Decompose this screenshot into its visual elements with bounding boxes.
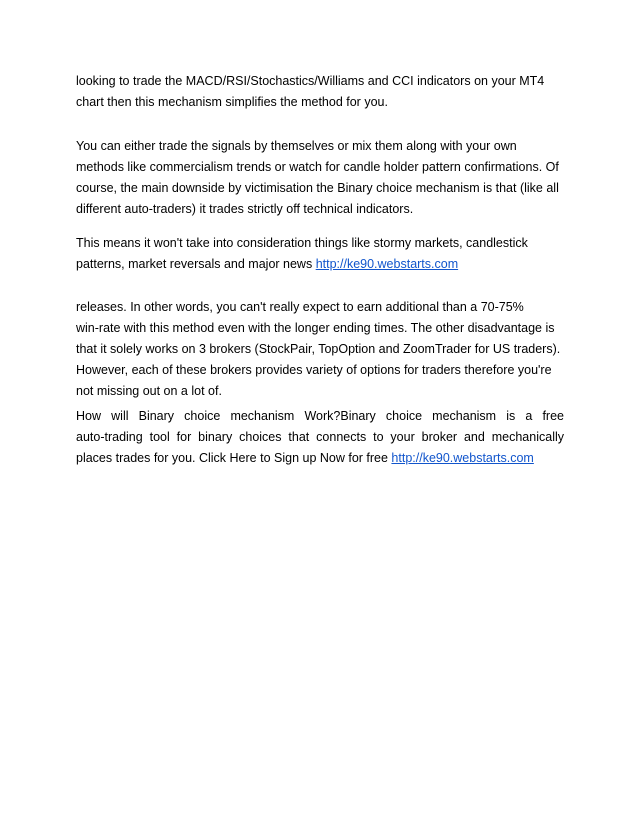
paragraph-signals (76, 136, 564, 220)
paragraph-how-it-works (76, 406, 564, 469)
paragraph-limitations (76, 233, 564, 275)
text-segment: patterns, market reversals and major news (76, 257, 316, 271)
text-line: not missing out on a lot of. (76, 384, 222, 398)
text-line: You can either trade the signals by themselves or mix them along with your own (76, 139, 517, 153)
webstarts-link[interactable]: http://ke90.webstarts.com (391, 451, 534, 465)
text-line: This means it won't take into consideration things like stormy markets, candlestick (76, 236, 528, 250)
text-line: releases. In other words, you can't really expect to earn additional than a 70-75% (76, 300, 524, 314)
webstarts-link[interactable]: http://ke90.webstarts.com (315, 257, 459, 271)
text-line: that it solely works on 3 brokers (StockPair, TopOption and ZoomTrader for US traders). (76, 342, 561, 356)
text-line: course, the main downside by victimisation the Binary choice mechanism is that (like all (76, 181, 559, 195)
text-line (76, 448, 564, 469)
text-segment: places trades for you. Click Here to Sign up Now for free (76, 451, 392, 465)
text-line: However, each of these brokers provides variety of options for traders therefore you're (76, 363, 552, 377)
text-line: different auto-traders) it trades strictly off technical indicators. (76, 202, 414, 216)
paragraph-indicators (76, 71, 564, 113)
text-line: How will Binary choice mechanism Work?Binary choice mechanism is a free (76, 409, 564, 423)
paragraph-win-rate (76, 297, 564, 402)
text-line (76, 254, 564, 275)
text-line: win-rate with this method even with the longer ending times. The other disadvantage is (76, 321, 555, 335)
text-line: methods like commercialism trends or watch for candle holder pattern confirmations. Of (76, 160, 559, 174)
text-line: auto-trading tool for binary choices that connects to your broker and mechanically (76, 430, 564, 444)
text-line: looking to trade the MACD/RSI/Stochastics/Williams and CCI indicators on your MT4 (76, 74, 545, 88)
text-line: chart then this mechanism simplifies the method for you. (76, 95, 388, 109)
